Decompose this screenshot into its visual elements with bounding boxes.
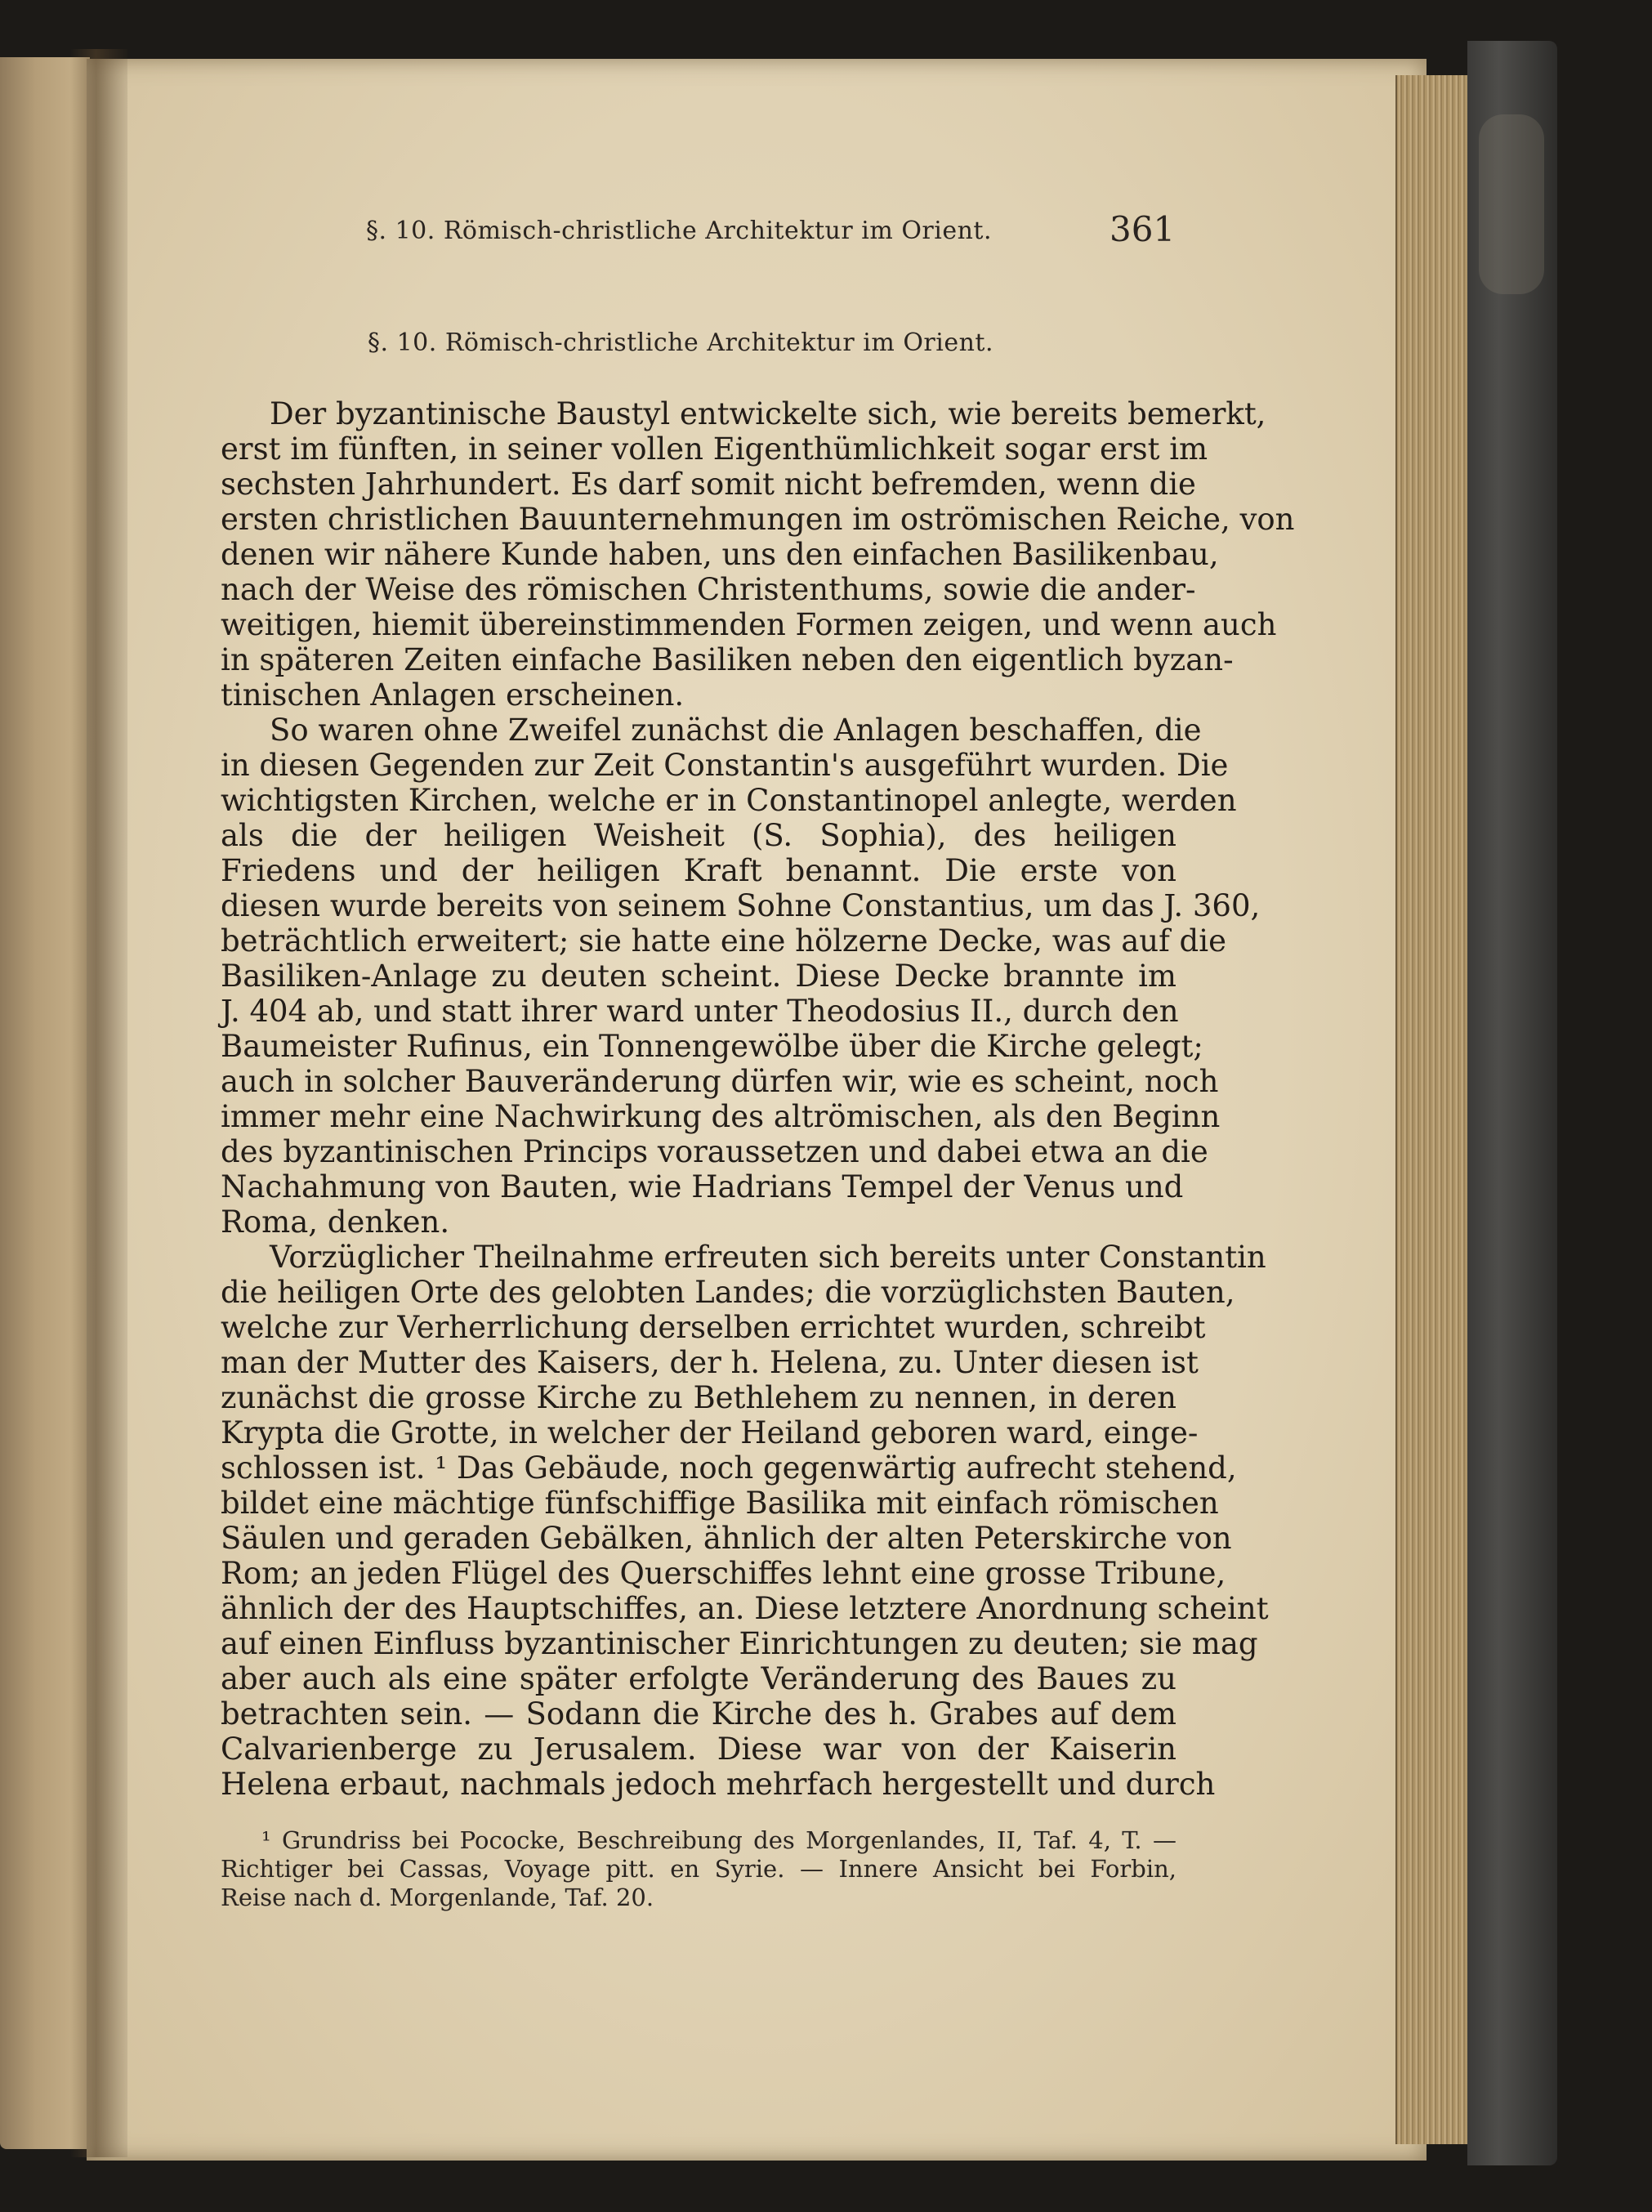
text-line: in diesen Gegenden zur Zeit Constantin's ausgeführt wurden. Die xyxy=(221,748,1229,783)
section-title: §. 10. Römisch-christliche Architektur im Orient. xyxy=(368,328,994,357)
text-line: Calvarienberge zu Jerusalem. Diese war von der Kaiserin xyxy=(221,1732,1176,1767)
text-line: als die der heiligen Weisheit (S. Sophia), des heiligen xyxy=(221,818,1176,853)
text-line: bildet eine mächtige fünfschiffige Basilika mit einfach römischen xyxy=(221,1486,1219,1521)
text-line: Säulen und geraden Gebälken, ähnlich der alten Peterskirche von xyxy=(221,1521,1232,1556)
text-line: ersten christlichen Bauunternehmungen im oströmischen Reiche, von xyxy=(221,502,1295,537)
text-line: erst im fünften, in seiner vollen Eigenthümlichkeit sogar erst im xyxy=(221,431,1208,467)
body-text xyxy=(221,396,1295,1802)
book-cover xyxy=(1467,41,1557,2165)
text-line: Vorzüglicher Theilnahme erfreuten sich bereits unter Constantin xyxy=(270,1240,1266,1275)
text-line: immer mehr eine Nachwirkung des altrömischen, als den Beginn xyxy=(221,1099,1221,1134)
text-line: Helena erbaut, nachmals jedoch mehrfach hergestellt und durch xyxy=(221,1767,1216,1802)
text-line: betrachten sein. — Sodann die Kirche des h. Grabes auf dem xyxy=(221,1696,1176,1732)
text-line: in späteren Zeiten einfache Basiliken neben den eigentlich byzan- xyxy=(221,642,1234,677)
page-number: 361 xyxy=(1110,209,1176,249)
footnotes xyxy=(221,1826,1176,1912)
footnote-line: Richtiger bei Cassas, Voyage pitt. en Syrie. — Innere Ansicht bei Forbin, xyxy=(221,1855,1176,1883)
page-block-edges xyxy=(1395,75,1479,2144)
text-line: welche zur Verherrlichung derselben errichtet wurden, schreibt xyxy=(221,1310,1206,1345)
text-line: Der byzantinische Baustyl entwickelte sich, wie bereits bemerkt, xyxy=(270,396,1266,431)
text-line: Rom; an jeden Flügel des Querschiffes lehnt eine grosse Tribune, xyxy=(221,1556,1226,1591)
text-line: denen wir nähere Kunde haben, uns den einfachen Basilikenbau, xyxy=(221,537,1219,572)
text-line: diesen wurde bereits von seinem Sohne Constantius, um das J. 360, xyxy=(221,888,1261,923)
text-line: Nachahmung von Bauten, wie Hadrians Tempel der Venus und xyxy=(221,1169,1184,1204)
text-line: man der Mutter des Kaisers, der h. Helena, zu. Unter diesen ist xyxy=(221,1345,1199,1380)
text-line: Roma, denken. xyxy=(221,1204,450,1240)
text-line: Baumeister Rufinus, ein Tonnengewölbe über die Kirche gelegt; xyxy=(221,1029,1203,1064)
cover-wear xyxy=(1479,114,1544,294)
text-line: des byzantinischen Princips voraussetzen und dabei etwa an die xyxy=(221,1134,1208,1169)
text-line: schlossen ist. ¹ Das Gebäude, noch gegenwärtig aufrecht stehend, xyxy=(221,1450,1237,1486)
text-line: auch in solcher Bauveränderung dürfen wir, wie es scheint, noch xyxy=(221,1064,1219,1099)
text-line: beträchtlich erweitert; sie hatte eine hölzerne Decke, was auf die xyxy=(221,923,1226,959)
text-line: die heiligen Orte des gelobten Landes; die vorzüglichsten Bauten, xyxy=(221,1275,1235,1310)
footnote-line: ¹ Grundriss bei Pococke, Beschreibung des Morgenlandes, II, Taf. 4, T. — xyxy=(261,1826,1176,1854)
text-line: Krypta die Grotte, in welcher der Heiland geboren ward, einge- xyxy=(221,1415,1199,1450)
book-gutter xyxy=(70,49,127,2157)
running-head: §. 10. Römisch-christliche Architektur im Orient. xyxy=(366,217,993,245)
text-line: J. 404 ab, und statt ihrer ward unter Theodosius II., durch den xyxy=(221,994,1179,1029)
footnote-line: Reise nach d. Morgenlande, Taf. 20. xyxy=(221,1884,654,1911)
text-line: nach der Weise des römischen Christenthums, sowie die ander- xyxy=(221,572,1196,607)
text-line: ähnlich der des Hauptschiffes, an. Diese letztere Anordnung scheint xyxy=(221,1591,1269,1626)
text-line: weitigen, hiemit übereinstimmenden Formen zeigen, und wenn auch xyxy=(221,607,1277,642)
text-line: aber auch als eine später erfolgte Veränderung des Baues zu xyxy=(221,1661,1176,1696)
text-line: zunächst die grosse Kirche zu Bethlehem zu nennen, in deren xyxy=(221,1380,1176,1415)
text-line: auf einen Einfluss byzantinischer Einrichtungen zu deuten; sie mag xyxy=(221,1626,1258,1661)
text-line: So waren ohne Zweifel zunächst die Anlagen beschaffen, die xyxy=(270,713,1202,748)
text-line: tinischen Anlagen erscheinen. xyxy=(221,677,685,713)
text-line: sechsten Jahrhundert. Es darf somit nicht befremden, wenn die xyxy=(221,467,1196,502)
text-line: Friedens und der heiligen Kraft benannt. Die erste von xyxy=(221,853,1176,888)
text-line: wichtigsten Kirchen, welche er in Constantinopel anlegte, werden xyxy=(221,783,1237,818)
text-line: Basiliken-Anlage zu deuten scheint. Diese Decke brannte im xyxy=(221,959,1176,994)
